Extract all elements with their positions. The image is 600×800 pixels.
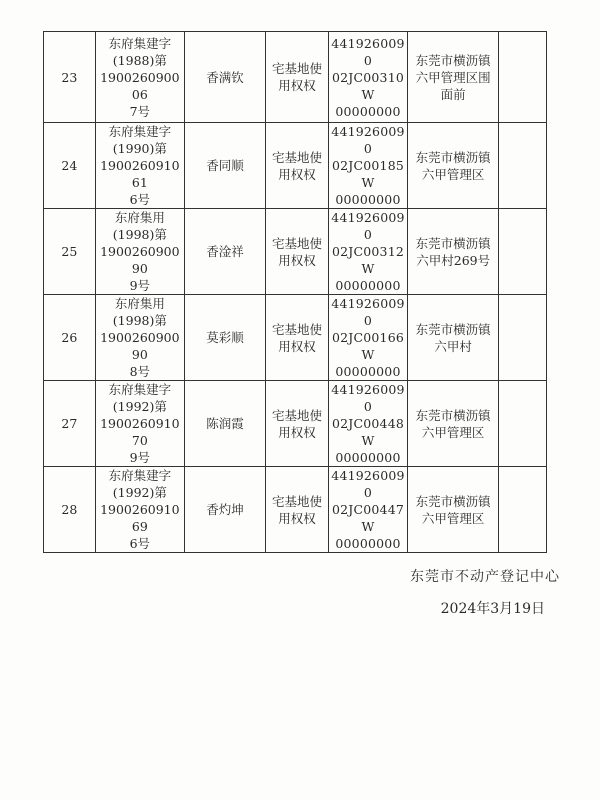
owner-name: 香同顺: [184, 123, 265, 209]
table-row: [44, 32, 547, 123]
location: 东莞市横沥镇 六甲管理区围 面前: [408, 32, 499, 123]
location: 东莞市横沥镇 六甲管理区: [408, 467, 499, 553]
issue-date: 2024年3月19日: [440, 601, 545, 617]
row-number: 26: [44, 295, 96, 381]
remarks: [499, 123, 547, 209]
table-row: [44, 123, 547, 209]
owner-name: 香灼坤: [184, 467, 265, 553]
remarks: [499, 381, 547, 467]
unit-code: 4419260090 02JC00310W 00000000: [328, 32, 407, 123]
right-type: 宅基地使 用权权: [266, 295, 329, 381]
table-row: [44, 467, 547, 553]
remarks: [499, 32, 547, 123]
owner-name: 陈润霞: [184, 381, 265, 467]
location: 东莞市横沥镇 六甲管理区: [408, 123, 499, 209]
row-number: 25: [44, 209, 96, 295]
owner-name: 莫彩顺: [184, 295, 265, 381]
certificate-number: 东府集建字 (1988)第 190026090006 7号: [95, 32, 184, 123]
row-number: 28: [44, 467, 96, 553]
unit-code: 4419260090 02JC00448W 00000000: [328, 381, 407, 467]
right-type: 宅基地使 用权权: [266, 32, 329, 123]
certificate-number: 东府集建字 (1992)第 190026091069 6号: [95, 467, 184, 553]
location: 东莞市横沥镇 六甲管理区: [408, 381, 499, 467]
right-type: 宅基地使 用权权: [266, 381, 329, 467]
row-number: 27: [44, 381, 96, 467]
table-row: [44, 209, 547, 295]
certificate-number: 东府集用 (1998)第 190026090090 8号: [95, 295, 184, 381]
remarks: [499, 295, 547, 381]
certificate-number: 东府集用 (1998)第 190026090090 9号: [95, 209, 184, 295]
location: 东莞市横沥镇 六甲村: [408, 295, 499, 381]
certificate-number: 东府集建字 (1992)第 190026091070 9号: [95, 381, 184, 467]
issuing-organization: 东莞市不动产登记中心: [410, 569, 560, 585]
unit-code: 4419260090 02JC00166W 00000000: [328, 295, 407, 381]
unit-code: 4419260090 02JC00185W 00000000: [328, 123, 407, 209]
row-number: 23: [44, 32, 96, 123]
table-row: [44, 381, 547, 467]
remarks: [499, 209, 547, 295]
table-row: [44, 295, 547, 381]
owner-name: 香满钦: [184, 32, 265, 123]
unit-code: 4419260090 02JC00312W 00000000: [328, 209, 407, 295]
certificate-number: 东府集建字 (1990)第 190026091061 6号: [95, 123, 184, 209]
owner-name: 香淦祥: [184, 209, 265, 295]
records-table-body: [44, 32, 547, 553]
right-type: 宅基地使 用权权: [266, 209, 329, 295]
records-table: [43, 31, 547, 553]
right-type: 宅基地使 用权权: [266, 467, 329, 553]
right-type: 宅基地使 用权权: [266, 123, 329, 209]
unit-code: 4419260090 02JC00447W 00000000: [328, 467, 407, 553]
row-number: 24: [44, 123, 96, 209]
location: 东莞市横沥镇 六甲村269号: [408, 209, 499, 295]
remarks: [499, 467, 547, 553]
